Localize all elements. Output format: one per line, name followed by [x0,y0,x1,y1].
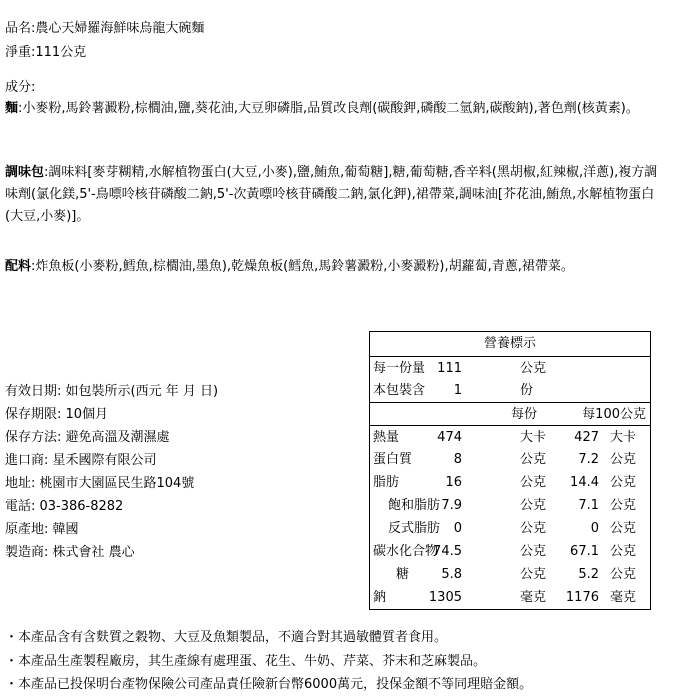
nutrient-unit: 公克 [610,567,637,582]
per-100g-header: 每100公克 [582,407,646,422]
nutrient-unit: 公克 [520,452,547,467]
nutrient-unit: 公克 [610,475,637,490]
nutrient-row-trans-fat [370,517,650,540]
nutrient-label: 熱量 [373,430,400,445]
topping-label: 配料 [5,259,32,274]
nutrient-label: 脂肪 [373,475,400,490]
nutrient-row-sugar [370,563,650,586]
importer: 進口商: 星禾國際有限公司 [5,453,157,468]
nutrient-per-100g: 427 [574,430,599,445]
nutrient-unit: 公克 [610,452,637,467]
serving-size-label: 每一份量 [373,361,426,376]
serving-size-value: 111 [437,361,462,376]
address: 地址: 桃園市大園區民生路104號 [5,476,195,491]
nutrient-unit: 毫克 [610,590,637,605]
shelf-life: 保存期限: 10個月 [5,407,109,422]
nutrient-label: 飽和脂肪 [388,498,441,513]
nutrient-label: 糖 [396,567,410,582]
noodle-ingredients [5,98,660,120]
nutrient-unit: 毫克 [520,590,547,605]
nutrient-unit: 大卡 [610,430,637,445]
nutrient-unit: 公克 [520,567,547,582]
nutrition-header-row [370,402,650,425]
nutrient-unit: 公克 [520,521,547,536]
servings-label: 本包裝含 [373,383,426,398]
per-serving-header: 每份 [511,407,538,422]
origin: 原產地: 韓國 [5,522,79,537]
nutrient-row-energy [370,425,650,448]
nutrient-per-100g: 7.1 [578,498,599,513]
product-name: 品名:農心天婦羅海鮮味烏龍大碗麵 [5,21,205,36]
nutrient-per-100g: 1176 [565,590,599,605]
servings-value: 1 [453,383,462,398]
topping-ingredients [5,256,660,278]
nutrient-unit: 公克 [520,544,547,559]
nutrient-row-protein [370,448,650,471]
nutrient-row-sodium [370,586,650,609]
nutrient-label: 鈉 [373,590,387,605]
nutrient-per-serving: 0 [453,521,462,536]
nutrient-label: 碳水化合物 [373,544,439,559]
nutrient-per-serving: 16 [445,475,462,490]
servings-unit: 份 [520,383,534,398]
nutrition-table [369,331,651,610]
serving-size-row [370,356,650,379]
nutrient-per-serving: 74.5 [433,544,462,559]
nutrient-label: 反式脂肪 [388,521,441,536]
nutrient-per-serving: 1305 [428,590,462,605]
nutrition-title: 營養標示 [483,336,536,351]
net-weight: 淨重:111公克 [5,45,87,60]
expiry-date: 有效日期: 如包裝所示(西元 年 月 日) [5,384,219,399]
nutrient-per-serving: 5.8 [441,567,462,582]
noodle-label: 麵 [5,101,19,116]
noodle-text: :小麥粉,馬鈴薯澱粉,棕櫚油,鹽,葵花油,大豆卵磷脂,品質改良劑(碳酸鉀,磷酸二氫鈉,碳酸鈉),著色劑(核黃素)。 [18,101,639,116]
manufacturer: 製造商: 株式會社 農心 [5,545,135,560]
servings-row [370,379,650,402]
seasoning-text: :調味料[麥芽糊精,水解植物蛋白(大豆,小麥),鹽,鮪魚,葡萄糖],糖,葡萄糖,香辛料(黑胡椒,紅辣椒,洋蔥),複方調味劑(氯化鎂,5'-鳥嘌呤核苷磷酸二鈉,5'-次黃嘌呤核苷磷酸二鈉,氯化鉀),裙帶菜,調味油[芥花油,鮪魚,水解植物蛋白(大豆,小麥)]。 [5,165,658,224]
note-allergen: ・本產品含有含麩質之穀物、大豆及魚類製品，不適合對其過敏體質者食用。 [5,630,448,645]
nutrient-unit: 公克 [610,544,637,559]
nutrient-unit: 公克 [520,498,547,513]
note-facility: ・本產品生產製程廠房，其生產線有處理蛋、花生、牛奶、芹菜、芥末和芝麻製品。 [5,654,487,669]
nutrient-per-100g: 7.2 [578,452,599,467]
nutrient-unit: 公克 [610,521,637,536]
nutrient-per-100g: 14.4 [570,475,599,490]
seasoning-ingredients [5,162,660,228]
nutrient-per-100g: 67.1 [570,544,599,559]
nutrient-per-100g: 0 [590,521,599,536]
topping-text: :炸魚板(小麥粉,鱈魚,棕櫚油,墨魚),乾燥魚板(鱈魚,馬鈴薯澱粉,小麥澱粉),胡蘿蔔,青蔥,裙帶菜。 [31,259,574,274]
storage-method: 保存方法: 避免高溫及潮濕處 [5,430,170,445]
nutrient-per-100g: 5.2 [578,567,599,582]
nutrient-per-serving: 7.9 [441,498,462,513]
nutrient-row-carbohydrate [370,540,650,563]
nutrient-row-saturated-fat [370,494,650,517]
phone: 電話: 03-386-8282 [5,499,124,514]
seasoning-label: 調味包 [5,165,45,180]
nutrient-label: 蛋白質 [373,452,413,467]
nutrient-per-serving: 474 [437,430,462,445]
nutrient-per-serving: 8 [453,452,462,467]
serving-size-unit: 公克 [520,361,547,376]
nutrient-row-fat [370,471,650,494]
nutrient-unit: 公克 [610,498,637,513]
note-insurance: ・本產品已投保明台產物保險公司產品責任險新台幣6000萬元，投保金額不等同理賠金額。 [5,677,533,692]
nutrient-unit: 大卡 [520,430,547,445]
nutrient-unit: 公克 [520,475,547,490]
ingredients-heading: 成分: [5,80,36,95]
